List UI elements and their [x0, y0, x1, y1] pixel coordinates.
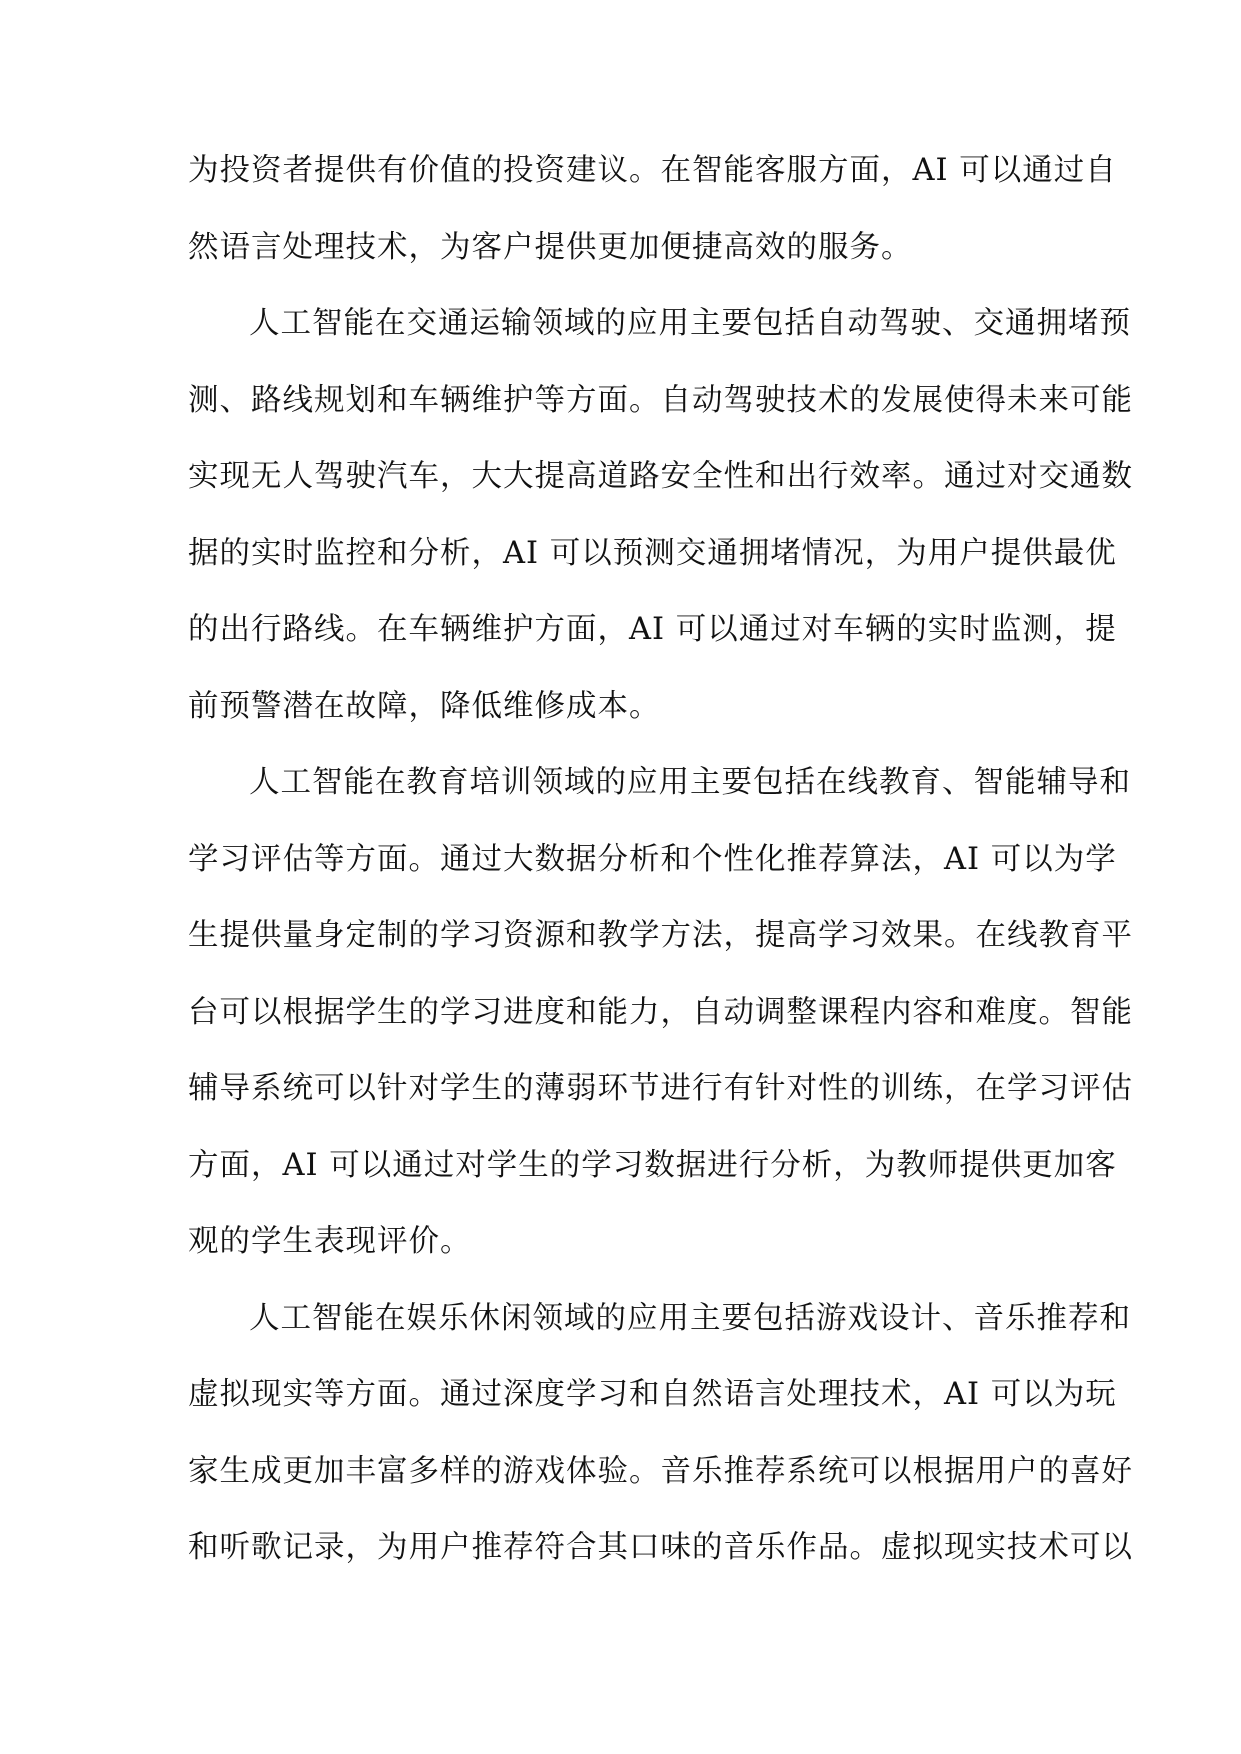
paragraph-1-line-1: 为投资者提供有价值的投资建议。在智能客服方面，AI 可以通过自	[188, 153, 1117, 188]
paragraph-3-line-4: 台可以根据学生的学习进度和能力，自动调整课程内容和难度。智能	[188, 994, 1133, 1030]
paragraph-2-line-3: 实现无人驾驶汽车，大大提高道路安全性和出行效率。通过对交通数	[188, 459, 1133, 494]
paragraph-2-line-2: 测、路线规划和车辆维护等方面。自动驾驶技术的发展使得未来可能	[188, 382, 1133, 418]
paragraph-3-line-7: 观的学生表现评价。	[188, 1224, 472, 1259]
paragraph-3-line-5: 辅导系统可以针对学生的薄弱环节进行有针对性的训练，在学习评估	[188, 1071, 1133, 1106]
paragraph-4-line-2: 虚拟现实等方面。通过深度学习和自然语言处理技术，AI 可以为玩	[188, 1377, 1117, 1412]
paragraph-3-line-1: 人工智能在教育培训领域的应用主要包括在线教育、智能辅导和	[249, 765, 1131, 800]
paragraph-2-line-5: 的出行路线。在车辆维护方面，AI 可以通过对车辆的实时监测，提	[188, 612, 1117, 647]
paragraph-2-line-1: 人工智能在交通运输领域的应用主要包括自动驾驶、交通拥堵预	[249, 306, 1131, 341]
paragraph-3-line-6: 方面，AI 可以通过对学生的学习数据进行分析，为教师提供更加客	[188, 1147, 1117, 1183]
paragraph-2-line-6: 前预警潜在故障，降低维修成本。	[188, 688, 661, 724]
paragraph-4-line-1: 人工智能在娱乐休闲领域的应用主要包括游戏设计、音乐推荐和	[249, 1300, 1131, 1336]
paragraph-3-line-3: 生提供量身定制的学习资源和教学方法，提高学习效果。在线教育平	[188, 918, 1133, 953]
paragraph-4-line-4: 和听歌记录，为用户推荐符合其口味的音乐作品。虚拟现实技术可以	[188, 1530, 1133, 1565]
paragraph-4-line-3: 家生成更加丰富多样的游戏体验。音乐推荐系统可以根据用户的喜好	[188, 1453, 1133, 1489]
paragraph-2-line-4: 据的实时监控和分析，AI 可以预测交通拥堵情况，为用户提供最优	[188, 535, 1117, 571]
paragraph-1-line-2: 然语言处理技术，为客户提供更加便捷高效的服务。	[188, 229, 913, 265]
body-text	[188, 138, 1133, 1592]
paragraph-3-line-2: 学习评估等方面。通过大数据分析和个性化推荐算法，AI 可以为学	[188, 841, 1117, 877]
